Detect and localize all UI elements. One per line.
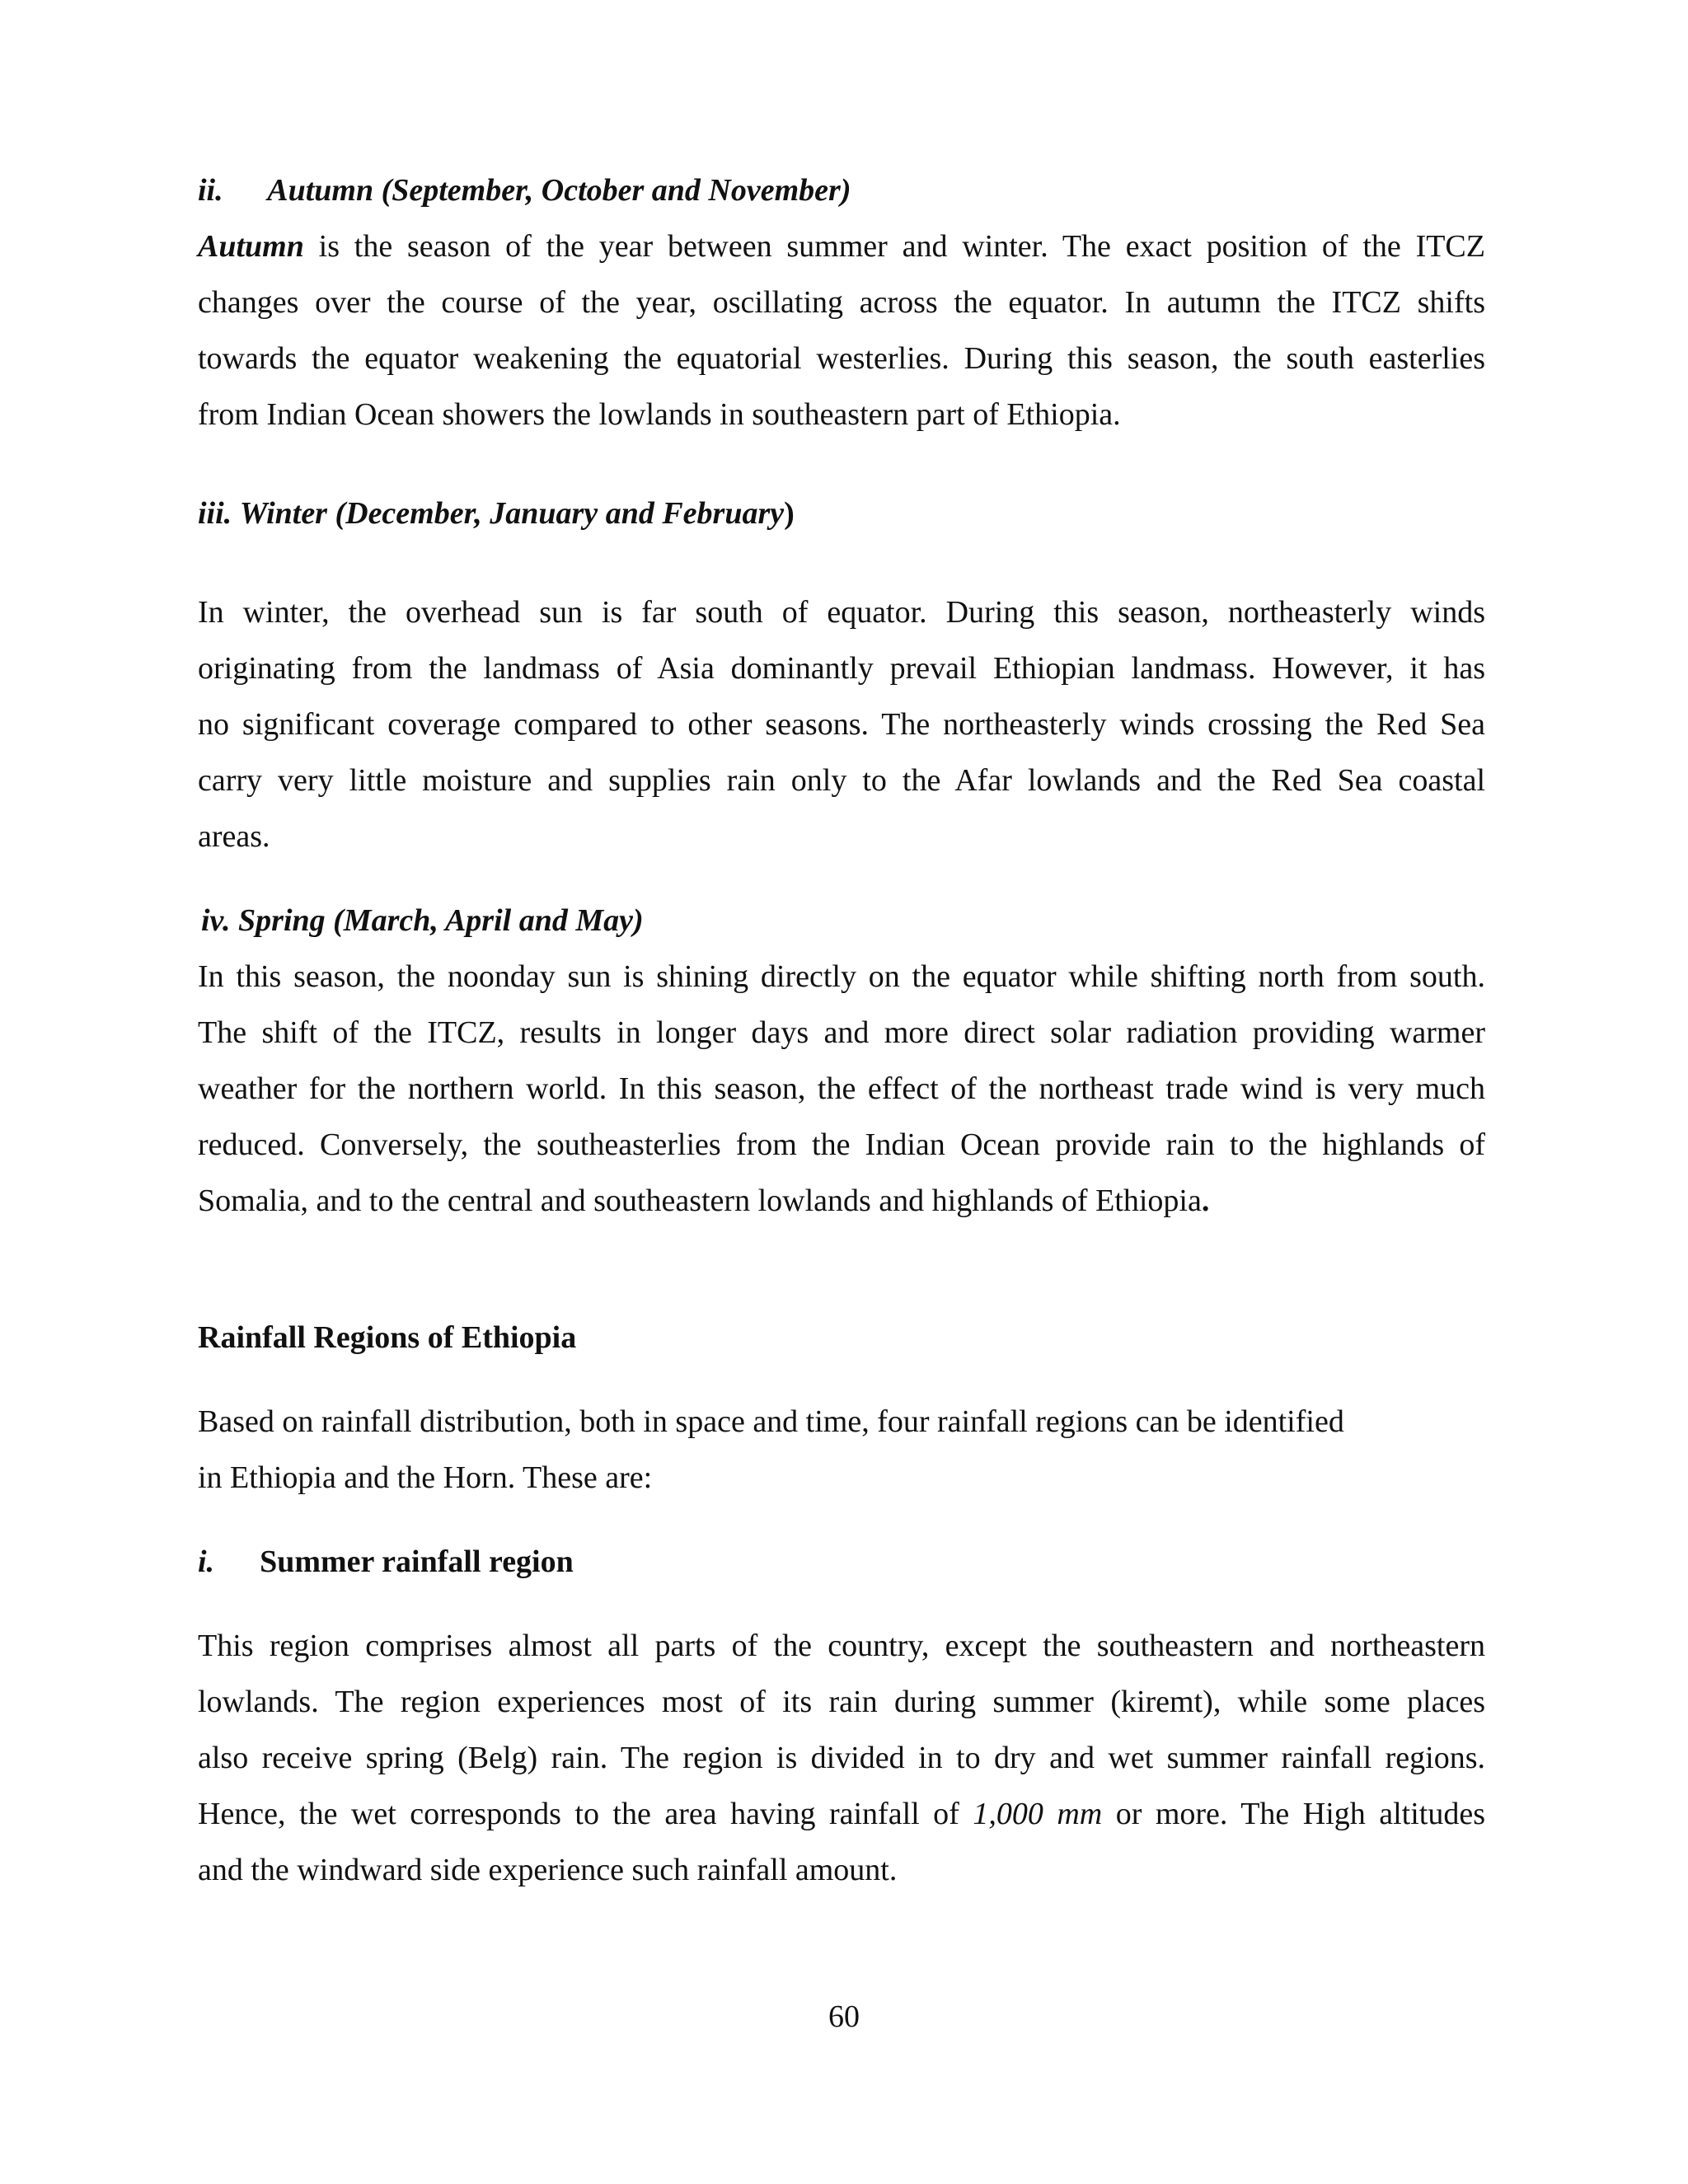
rainfall-amount: 1,000 mm — [973, 1797, 1103, 1831]
autumn-line-2: changes over the course of the year, oscillating across the equator. In autumn the ITCZ shifts — [198, 285, 1485, 320]
winter-heading-number: iii. — [198, 496, 232, 531]
summer-region-line-4 — [198, 1795, 1485, 1833]
autumn-heading-number: ii. — [198, 173, 223, 208]
autumn-line-3: towards the equator weakening the equatorial westerlies. During this season, the south easterlies — [198, 341, 1485, 376]
autumn-heading — [198, 171, 851, 209]
summer-region-heading-text: Summer rainfall region — [260, 1544, 574, 1579]
spring-last-period: . — [1201, 1183, 1210, 1218]
autumn-line-1-text: is the season of the year between summer and winter. The exact position of the ITCZ — [303, 229, 1485, 264]
winter-heading-close: ) — [784, 496, 795, 531]
summer-region-heading — [198, 1543, 574, 1581]
spring-heading-text: Spring (March, April and May) — [238, 903, 644, 938]
winter-heading — [198, 494, 795, 532]
spring-line-2: The shift of the ITCZ, results in longer days and more direct solar radiation providing warmer — [198, 1015, 1485, 1050]
spring-line-1: In this season, the noonday sun is shining directly on the equator while shifting north from south. — [198, 959, 1485, 994]
autumn-term: Autumn — [198, 229, 304, 264]
summer-region-line-1: This region comprises almost all parts of the country, except the southeastern and northeastern — [198, 1629, 1485, 1663]
winter-line-1: In winter, the overhead sun is far south of equator. During this season, northeasterly winds — [198, 595, 1485, 630]
autumn-line-1 — [198, 227, 1485, 265]
spring-last-line-text: Somalia, and to the central and southeastern lowlands and highlands of Ethiopia — [198, 1183, 1202, 1218]
summer-region-line-2: lowlands. The region experiences most of its rain during summer (kiremt), while some places — [198, 1685, 1485, 1719]
spring-heading-number: iv. — [201, 903, 231, 938]
summer-region-heading-number: i. — [198, 1544, 215, 1579]
summer-region-line-3: also receive spring (Belg) rain. The region is divided in to dry and wet summer rainfall regions. — [198, 1741, 1485, 1775]
rainfall-intro-line-1: Based on rainfall distribution, both in space and time, four rainfall regions can be identified — [198, 1404, 1344, 1439]
spring-line-4: reduced. Conversely, the southeasterlies from the Indian Ocean provide rain to the highlands of — [198, 1127, 1485, 1162]
summer-region-line-4-before: Hence, the wet corresponds to the area having rainfall of — [198, 1797, 973, 1831]
spring-line-3: weather for the northern world. In this season, the effect of the northeast trade wind is very much — [198, 1071, 1485, 1106]
page-number: 60 — [828, 1999, 860, 2034]
winter-line-2: originating from the landmass of Asia dominantly prevail Ethiopian landmass. However, it has — [198, 651, 1485, 686]
rainfall-regions-heading: Rainfall Regions of Ethiopia — [198, 1320, 577, 1355]
autumn-heading-text: Autumn (September, October and November) — [267, 173, 851, 208]
winter-line-3: no significant coverage compared to other seasons. The northeasterly winds crossing the Red Sea — [198, 707, 1485, 742]
winter-heading-text: Winter (December, January and February — [239, 496, 785, 531]
summer-region-line-4-after: or more. The High altitudes — [1102, 1797, 1485, 1831]
winter-line-5: areas. — [198, 819, 270, 854]
winter-line-4: carry very little moisture and supplies rain only to the Afar lowlands and the Red Sea coastal — [198, 763, 1485, 798]
spring-line-5 — [198, 1182, 1209, 1220]
spring-heading — [201, 902, 644, 940]
summer-region-line-5: and the windward side experience such rainfall amount. — [198, 1853, 898, 1887]
autumn-line-4: from Indian Ocean showers the lowlands in southeastern part of Ethiopia. — [198, 397, 1121, 432]
rainfall-intro-line-2: in Ethiopia and the Horn. These are: — [198, 1460, 653, 1495]
